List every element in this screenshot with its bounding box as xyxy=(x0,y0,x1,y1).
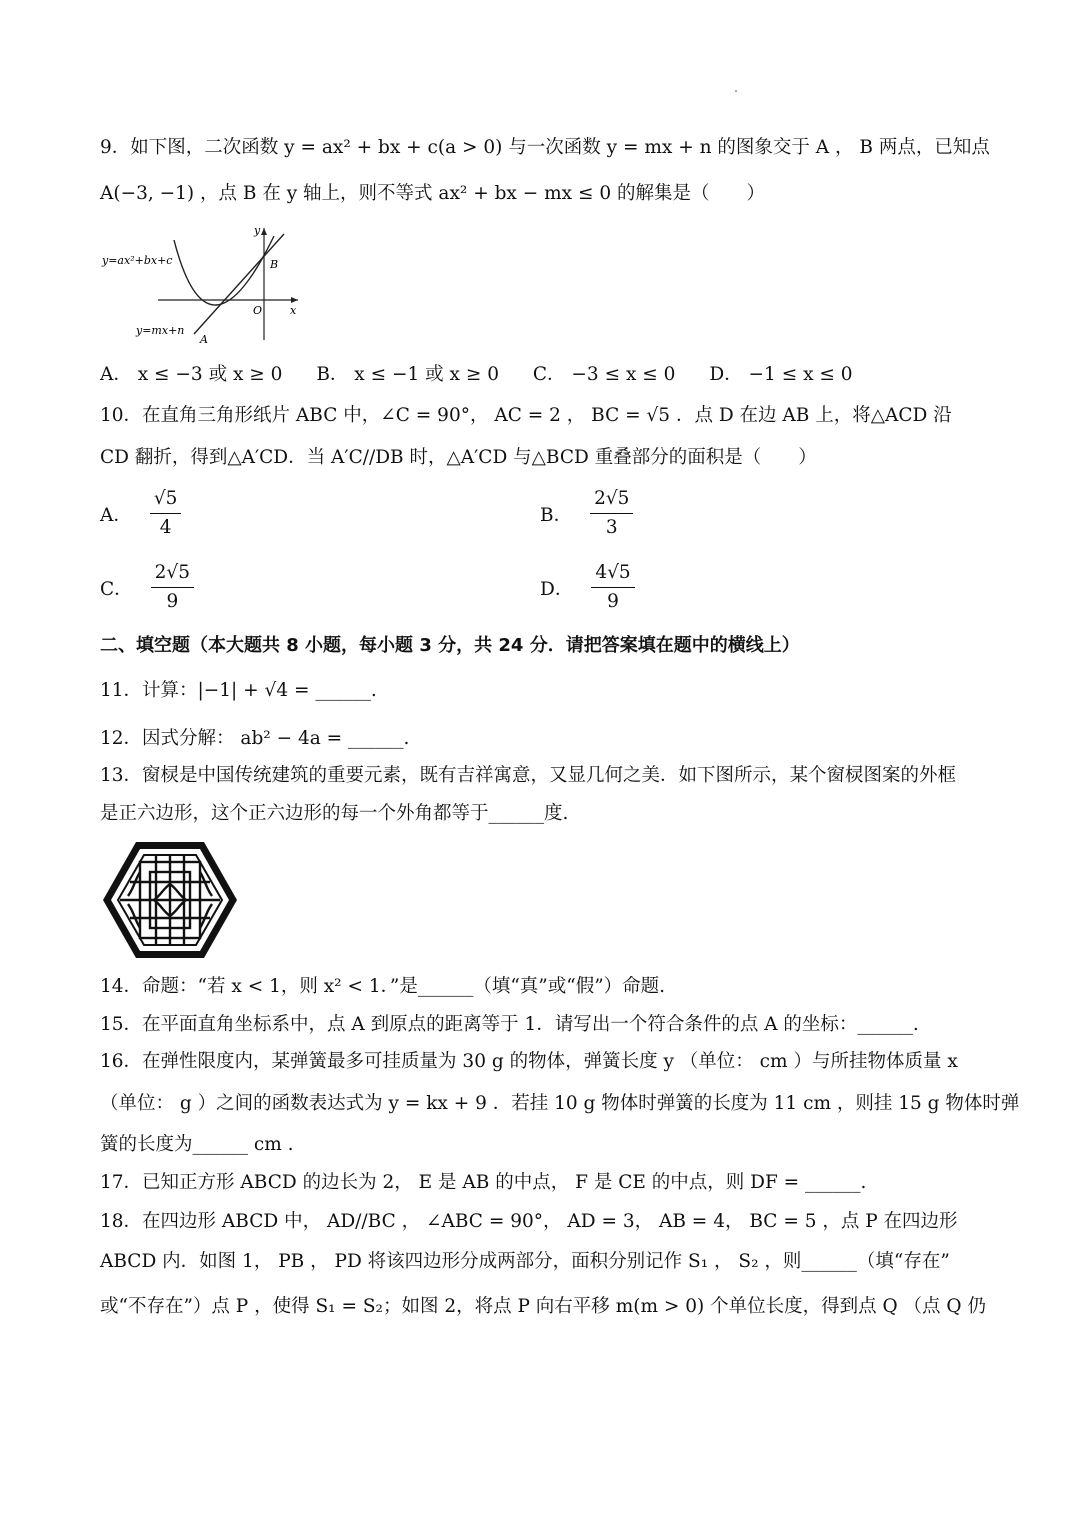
q9-line2: A(−3, −1) ，点 B 在 y 轴上，则不等式 ax² + bx − mx ≤ 0 的解集是（ ） xyxy=(100,183,765,204)
q9-function-graph xyxy=(98,222,308,347)
y-axis-label: y xyxy=(254,224,261,237)
x-axis-arrow xyxy=(291,297,298,303)
q10-line2: CD 翻折，得到△A′CD．当 A′C//DB 时，△A′CD 与△BCD 重叠部分的面积是（ ） xyxy=(100,447,817,468)
parabola-curve xyxy=(174,236,274,305)
q9-choice-d[interactable]: D． −1 ≤ x ≤ 0 xyxy=(709,364,853,385)
fraction xyxy=(150,487,182,540)
denominator: 3 xyxy=(605,517,618,538)
y-axis-arrow xyxy=(261,228,267,235)
choice-label: D． xyxy=(540,578,574,600)
q9-choice-b[interactable]: B． x ≤ −1 或 x ≥ 0 xyxy=(316,364,499,385)
fraction xyxy=(151,561,194,614)
q13-line1: 13．窗棂是中国传统建筑的重要元素，既有吉祥寓意，又显几何之美．如下图所示，某个窗棂图案的外框 xyxy=(100,765,957,786)
line-label: y=mx+n xyxy=(136,324,185,337)
q10-choice-c[interactable] xyxy=(100,561,194,614)
denominator: 4 xyxy=(159,517,172,538)
numerator: 2√5 xyxy=(590,487,633,514)
numerator: 4√5 xyxy=(591,561,634,588)
fraction xyxy=(590,487,633,540)
q12-text: 12．因式分解： ab² − 4a = ______. xyxy=(100,728,410,749)
parabola-label: y=ax²+bx+c xyxy=(102,254,173,267)
q10-choice-b[interactable] xyxy=(540,487,633,540)
point-b-label: B xyxy=(270,258,279,271)
q14-text: 14．命题：“若 x < 1，则 x² < 1．”是______（填“真”或“假”）命题. xyxy=(100,976,666,997)
choice-label: A． xyxy=(100,504,132,526)
q18-line1: 18．在四边形 ABCD 中， AD//BC ， ∠ABC = 90°， AD = 3， AB = 4， BC = 5 ，点 P 在四边形 xyxy=(100,1211,958,1232)
q9-choice-a[interactable]: A． x ≤ −3 或 x ≥ 0 xyxy=(100,364,283,385)
q18-line2: ABCD 内．如图 1， PB ， PD 将该四边形分成两部分，面积分别记作 S₁ ， S₂ ，则______（填“存在” xyxy=(100,1251,950,1272)
numerator: 2√5 xyxy=(151,561,194,588)
q11-text: 11．计算：|−1| + √4 = ______. xyxy=(100,680,377,701)
linear-line xyxy=(194,234,284,334)
q9-choice-c[interactable]: C． −3 ≤ x ≤ 0 xyxy=(532,364,676,385)
q9-line1: 9．如下图，二次函数 y = ax² + bx + c(a > 0) 与一次函数 y = mx + n 的图象交于 A ， B 两点，已知点 xyxy=(100,137,990,158)
q16-line3: 簧的长度为______ cm . xyxy=(100,1134,294,1155)
q18-line3: 或“不存在”）点 P ，使得 S₁ = S₂；如图 2，将点 P 向右平移 m(m > 0) 个单位长度，得到点 Q （点 Q 仍 xyxy=(100,1296,986,1317)
q13-line2: 是正六边形，这个正六边形的每一个外角都等于______度. xyxy=(100,803,569,824)
point-a-label: A xyxy=(200,333,208,346)
denominator: 9 xyxy=(607,591,619,612)
q17-text: 17．已知正方形 ABCD 的边长为 2， E 是 AB 的中点， F 是 CE 的中点，则 DF = ______. xyxy=(100,1172,867,1193)
q10-line1: 10．在直角三角形纸片 ABC 中，∠C = 90°， AC = 2 ， BC = √5 ．点 D 在边 AB 上，将△ACD 沿 xyxy=(100,405,952,426)
q16-line2: （单位： g ）之间的函数表达式为 y = kx + 9 ．若挂 10 g 物体时弹簧的长度为 11 cm ，则挂 15 g 物体时弹 xyxy=(100,1093,1020,1114)
x-axis-label: x xyxy=(290,304,297,317)
q15-text: 15．在平面直角坐标系中，点 A 到原点的距离等于 1．请写出一个符合条件的点 A 的坐标：______. xyxy=(100,1014,919,1035)
q10-choice-a[interactable] xyxy=(100,487,181,540)
numerator: √5 xyxy=(150,487,182,514)
choice-label: B． xyxy=(540,504,573,526)
denominator: 9 xyxy=(166,591,179,612)
scan-speck xyxy=(735,90,737,92)
window-lattice-hexagon-figure xyxy=(100,838,240,962)
q9-choices xyxy=(100,360,881,386)
choice-label: C． xyxy=(100,578,133,600)
fraction xyxy=(591,561,634,614)
q10-choice-d[interactable] xyxy=(540,561,635,614)
section-heading-fill-in: 二、填空题（本大题共 8 小题，每小题 3 分，共 24 分．请把答案填在题中的横线上） xyxy=(100,635,800,656)
origin-label: O xyxy=(253,304,263,317)
q16-line1: 16．在弹性限度内，某弹簧最多可挂质量为 30 g 的物体，弹簧长度 y （单位： cm ）与所挂物体质量 x xyxy=(100,1051,958,1072)
